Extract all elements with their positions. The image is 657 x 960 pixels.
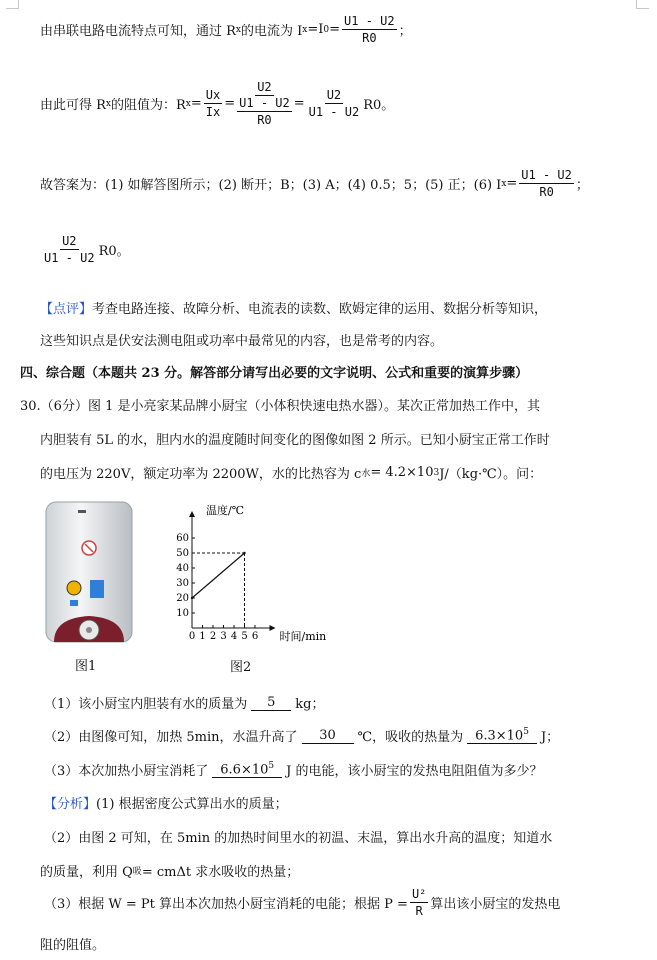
analysis-2: （2）由图 2 可知，在 5min 的加热时间里水的初温、末温，算出水升高的温度；知道水 <box>44 831 553 846</box>
answer-blank-1: 5 <box>251 695 291 711</box>
x-tick-label: 3 <box>220 631 227 642</box>
x-tick-label: 1 <box>199 631 206 642</box>
x-tick-label: 0 <box>188 631 196 642</box>
x-axis-label: 时间/min <box>279 630 327 643</box>
fraction: $\frac{\text{U²}}{R}$ <box>411 887 427 918</box>
y-tick-label: 30 <box>176 578 189 589</box>
q30-line-2: 内胆装有 5L 的水，胆内水的温度随时间变化的图像如图 2 所示。已知小厨宝正常工作时 <box>40 433 550 448</box>
line-answer-cont: $\frac{U2}{U1 - U2}$ R0。 <box>44 234 130 265</box>
q30-line-3: 的电压为 220V，额定功率为 2200W，水的比热容为 c 水 = 4.2×10 3 J/（kg·℃）。问： <box>40 465 543 482</box>
fraction: $\frac{U1 - U2}{R0}$ <box>344 14 395 45</box>
analysis-3: （3）根据 W = Pt 算出本次加热小厨宝消耗的电能；根据 P = $\frac{\text{U²}}{R}$ 算出该小厨宝的发热电 <box>44 887 561 918</box>
temperature-line <box>192 553 245 598</box>
corner-mark-left <box>6 0 19 9</box>
x-axis-arrow <box>270 625 276 631</box>
y-axis-arrow <box>189 511 195 517</box>
section-heading: 四、综合题（本题共 23 分。解答部分请写出必要的文字说明、公式和重要的演算步骤） <box>20 366 529 381</box>
line-answer: 故答案为：(1) 如解答图所示；(2) 断开；B；(3) A；(4) 0.5；5；(5) 正；(6) I x = $\frac{U1 - U2}{R0}$ ； <box>40 168 589 199</box>
answer-1: （1）该小厨宝内胆装有水的质量为 5 kg； <box>44 694 325 712</box>
q30-line-1: 30.（6分）图 1 是小亮家某品牌小厨宝（小体积快速电热水器）。某次正常加热工作中，其 <box>20 399 540 414</box>
comment-line-1: 【点评】 考查电路连接、故障分析、电流表的读数、欧姆定律的运用、数据分析等知识， <box>40 302 548 317</box>
answer-2: （2）由图像可知，加热 5min，水温升高了 30 ℃，吸收的热量为 $6.3\times 10^5$ J； <box>44 726 560 745</box>
fig1-caption: 图1 <box>75 659 97 674</box>
y-tick-label: 50 <box>176 548 189 559</box>
corner-mark-right <box>636 0 649 9</box>
analysis-2-cont: 的质量，利用 Q 吸 = cmΔt 求水吸收的热量； <box>40 865 300 880</box>
temperature-chart <box>170 500 370 650</box>
answer-blank-4: $6.6\times 10^5$ <box>212 761 282 778</box>
fraction: $\frac{U2}{U1 - U2}$ <box>308 88 360 119</box>
nested-fraction: $\frac{U2}{\frac{U1 - U2}{R0}}$ <box>239 80 290 127</box>
fraction: $\frac{U1 - U2}{R0}$ <box>521 168 572 199</box>
answer-3: （3）本次加热小厨宝消耗了 $6.6\times 10^5$ J 的电能，该小厨宝的发热电阻阻值为多少？ <box>44 760 543 779</box>
answer-blank-2: 30 <box>302 728 354 744</box>
analysis-1: 【分析】 (1) 根据密度公式算出水的质量； <box>44 797 288 812</box>
x-tick-label: 2 <box>209 631 217 642</box>
line-rx-resistance: 由此可得 R x 的阻值为：R x = $\frac{Ux}{Ix}$ = $\frac{U2}{\frac{U1 - U2}{R0}}$ = $\frac{U2}{U1 - U2}$ R0。 <box>40 80 395 127</box>
fraction: $\frac{Ux}{Ix}$ <box>205 88 221 119</box>
line-series-current: 由串联电路电流特点可知，通过 R x 的电流为 I x =I 0 = $\frac{U1 - U2}{R0}$ ； <box>40 14 412 45</box>
water-heater-image <box>44 500 134 650</box>
y-tick-label: 60 <box>176 533 189 544</box>
y-tick-label: 40 <box>176 563 189 574</box>
y-tick-label: 20 <box>176 593 189 604</box>
fig2-caption: 图2 <box>230 660 252 675</box>
x-tick-label: 4 <box>230 631 238 642</box>
comment-line-2: 这些知识点是伏安法测电阻或功率中最常见的内容，也是常考的内容。 <box>40 334 444 349</box>
fraction: $\frac{U2}{U1 - U2}$ <box>44 234 95 265</box>
answer-blank-3: $6.3\times 10^5$ <box>467 727 537 744</box>
data-point <box>191 597 193 599</box>
x-tick-label: 5 <box>241 631 248 642</box>
inner-fraction: $\frac{U1 - U2}{R0}$ <box>239 96 290 127</box>
y-axis-label: 温度/℃ <box>206 504 245 517</box>
x-tick-label: 6 <box>251 631 259 642</box>
y-tick-label: 10 <box>176 608 189 619</box>
analysis-3-cont: 阻的阻值。 <box>40 938 106 953</box>
data-point <box>243 552 245 554</box>
